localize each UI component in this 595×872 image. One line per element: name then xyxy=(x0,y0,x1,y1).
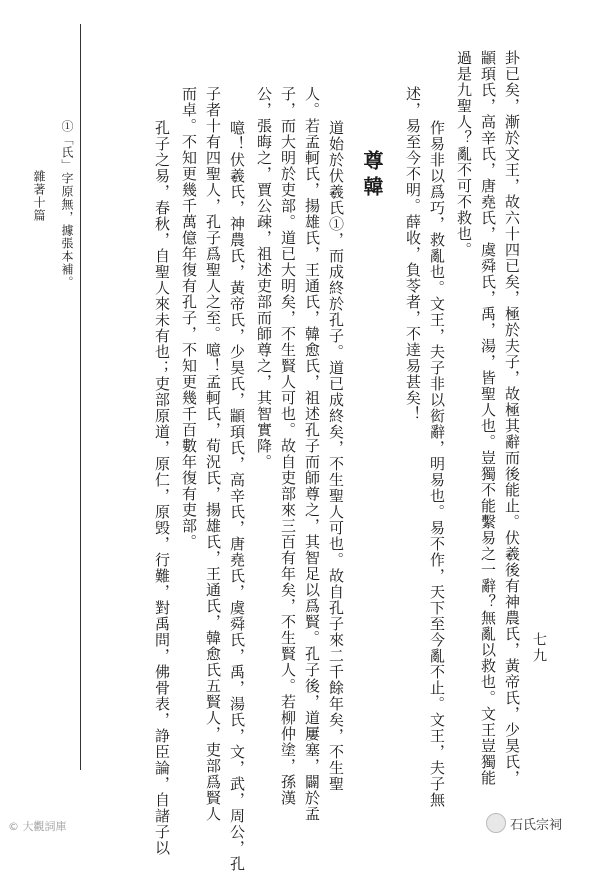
watermark-right xyxy=(486,813,562,833)
section-title: 尊韓 xyxy=(360,150,384,202)
text-column-1: 卦已矣，漸於文王，故六十四已矣，極於夫子，故極其辭而後能止。伏羲後有神農氏，黃帝氏，少昊氏， xyxy=(503,50,521,786)
text-column-9: 公，張晦之，賈公疎，祖述吏部而師尊之，其智實降。 xyxy=(255,86,273,470)
footnote-rule xyxy=(80,24,81,770)
text-column-8: 子，而大明於吏部。道已大明矣，不生賢人可也。故自吏部來三百有年矣，不生賢人。若柳仲塗，孫漢 xyxy=(279,86,297,806)
text-column-11: 子者十有四聖人，孔子爲聖人之至。噫！孟軻氏，荀況氏，揚雄氏，王通氏，韓愈氏五賢人，吏部爲賢人 xyxy=(204,86,222,822)
page-number: 七九 xyxy=(531,632,547,664)
text-column-7: 人。若孟軻氏，揚雄氏，王通氏，韓愈氏，祖述孔子而師尊之，其智足以爲賢。孔子後，道屢塞，闢於孟 xyxy=(303,86,321,822)
text-column-2: 顓頊氏，高辛氏，唐堯氏，虞舜氏，禹，湯，皆聖人也。豈獨不能繫易之一辭？無亂以救也。文王豈獨能 xyxy=(479,50,497,786)
text-column-3: 過是九聖人？亂不可不救也。 xyxy=(455,50,473,258)
text-column-13: 孔子之易，春秋，自聖人來未有也；吏部原道，原仁，原毁，行難，對禹問，佛骨表，諍臣論，自諸子以 xyxy=(153,120,171,856)
text-column-4: 作易非以爲巧，救亂也。文王，夫子非以衒辭，明易也。易不作，天下至今亂不止。文王，夫子無 xyxy=(428,120,446,808)
watermark-left: © 大觀詞庫 xyxy=(8,820,67,833)
footnote: ①「氏」字原無，據張本補。 xyxy=(60,120,74,289)
text-column-12: 而卓。不知更幾千萬億年復有孔子，不知更幾千百數年復有吏部。 xyxy=(180,86,198,550)
watermark-right-label: 石氏宗祠 xyxy=(510,817,563,833)
text-column-10: 噫！伏羲氏，神農氏，黃帝氏，少昊氏，顓頊氏，高辛氏，唐堯氏，虞舜氏，禹，湯氏，文，武，周公，孔 xyxy=(228,120,246,872)
text-column-5: 述，易至今不明。薛收，負苓者，不逹易甚矣！ xyxy=(404,86,422,422)
wechat-logo-icon xyxy=(486,813,506,833)
running-head: 雜著十篇 xyxy=(32,170,46,222)
text-column-6: 道始於伏羲氏①，而成終於孔子。道已成終矣，不生聖人可也。故自孔子來二千餘年矣，不生聖 xyxy=(327,120,345,792)
